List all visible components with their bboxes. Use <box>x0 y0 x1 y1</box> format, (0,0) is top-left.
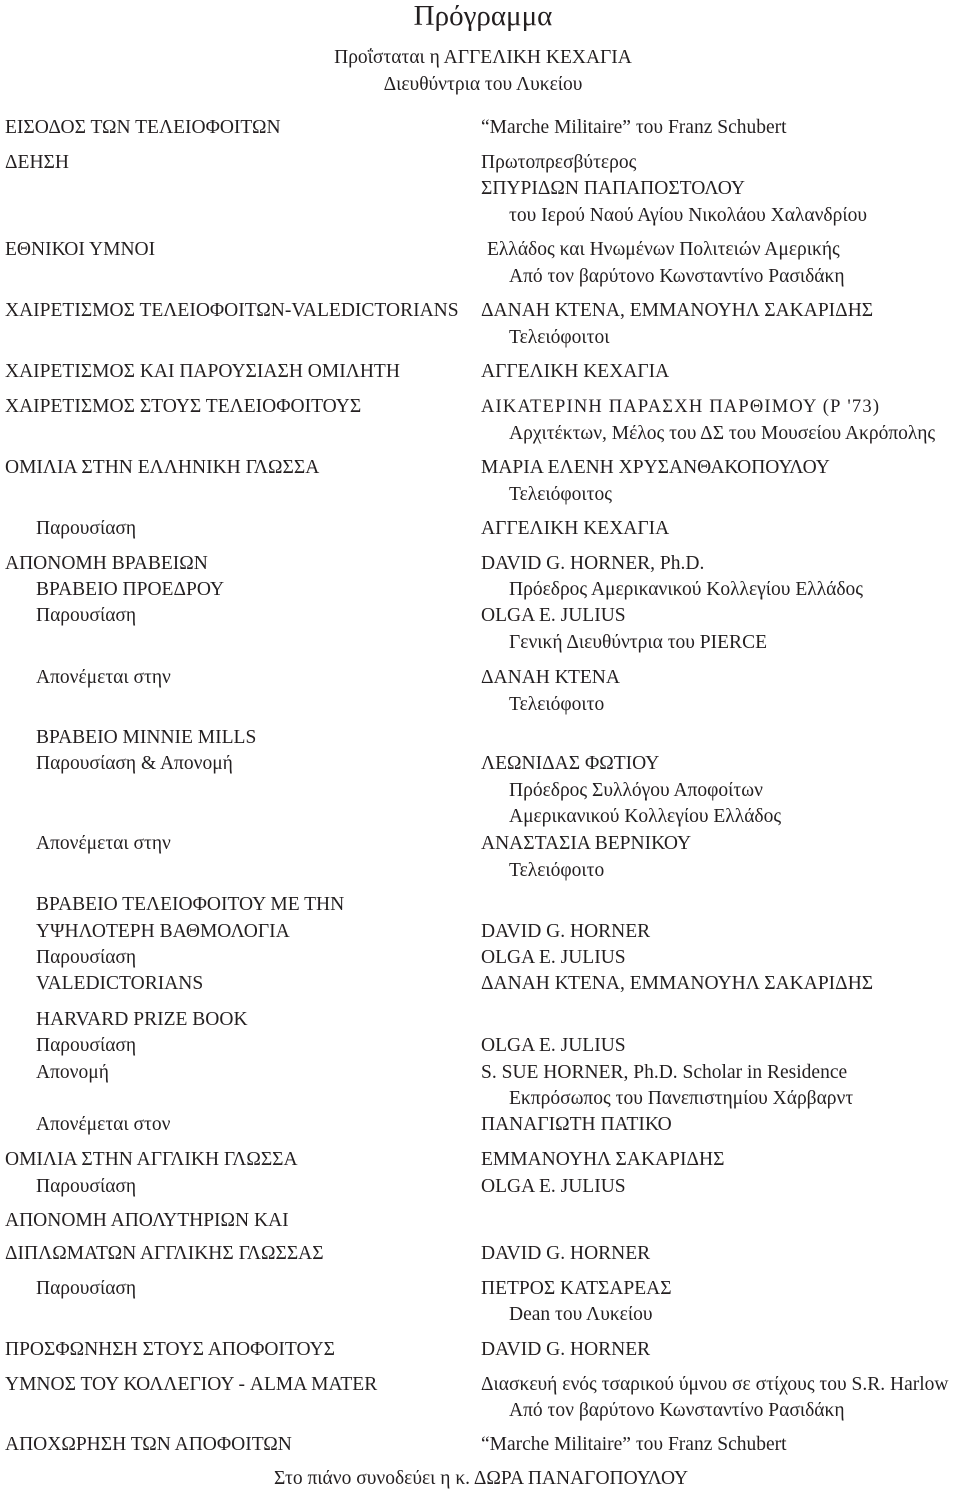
item-label: ΒΡΑΒΕΙΟ MINNIE MILLS <box>36 727 257 748</box>
item-detail: ΑΓΓΕΛΙΚΗ ΚΕΧΑΓΙΑ <box>481 361 670 382</box>
item-detail: ΣΠΥΡΙΔΩΝ ΠΑΠΑΠΟΣΤΟΛΟΥ <box>481 178 745 199</box>
item-label: ΕΙΣΟΔΟΣ ΤΩΝ ΤΕΛΕΙΟΦΟΙΤΩΝ <box>5 117 281 138</box>
item-detail: Πρόεδρος Αμερικανικού Κολλεγίου Ελλάδος <box>509 579 864 600</box>
item-detail: ΛΕΩΝΙΔΑΣ ΦΩΤΙΟΥ <box>481 753 660 774</box>
item-label: ΧΑΙΡΕΤΙΣΜΟΣ ΤΕΛΕΙΟΦΟΙΤΩΝ-VALEDICTORIANS <box>5 300 459 321</box>
item-detail: ΑΙΚΑΤΕΡΙΝΗ ΠΑΡΑΣΧΗ ΠΑΡΘΙΜΟΥ (Ρ '73) <box>481 397 881 417</box>
item-detail: Τελειόφοιτοι <box>509 327 610 348</box>
item-detail: ΑΝΑΣΤΑΣΙΑ ΒΕΡΝΙΚΟΥ <box>481 833 692 854</box>
item-detail: DAVID G. HORNER <box>481 921 651 942</box>
item-label: ΑΠΟΝΟΜΗ ΒΡΑΒΕΙΩΝ <box>5 553 208 574</box>
item-label: ΟΜΙΛΙΑ ΣΤΗΝ ΑΓΓΛΙΚΗ ΓΛΩΣΣΑ <box>5 1149 298 1170</box>
item-label: Απονέμεται στην <box>36 667 171 688</box>
item-label: ΧΑΙΡΕΤΙΣΜΟΣ ΚΑΙ ΠΑΡΟΥΣΙΑΣΗ ΟΜΙΛΗΤΗ <box>5 361 400 382</box>
item-detail: Διασκευή ενός τσαρικού ύμνου σε στίχους του S.R. Harlow <box>481 1374 949 1395</box>
item-detail: Πρωτοπρεσβύτερος <box>481 152 637 173</box>
item-label: Παρουσίαση <box>36 1278 137 1299</box>
item-detail: ΜΑΡΙΑ ΕΛΕΝΗ ΧΡΥΣΑΝΘΑΚΟΠΟΥΛΟΥ <box>481 457 830 478</box>
item-label: ΠΡΟΣΦΩΝΗΣΗ ΣΤΟΥΣ ΑΠΟΦΟΙΤΟΥΣ <box>5 1339 336 1360</box>
item-detail: “Marche Militaire” του Franz Schubert <box>481 1434 787 1455</box>
item-detail: DAVID G. HORNER <box>481 1243 651 1264</box>
item-detail: DAVID G. HORNER, Ph.D. <box>481 553 705 574</box>
item-detail: του Ιερού Ναού Αγίου Νικολάου Χαλανδρίου <box>509 205 867 226</box>
item-label: Απονέμεται στον <box>36 1114 171 1135</box>
item-label: ΕΘΝΙΚΟΙ ΥΜΝΟΙ <box>5 239 156 260</box>
item-detail: OLGA E. JULIUS <box>481 1176 626 1197</box>
item-label: ΟΜΙΛΙΑ ΣΤΗΝ ΕΛΛΗΝΙΚΗ ΓΛΩΣΣΑ <box>5 457 320 478</box>
item-label: Παρουσίαση & Απονομή <box>36 753 233 774</box>
item-detail: ΠΑΝΑΓΙΩΤΗ ΠΑΤΙΚΟ <box>481 1114 672 1135</box>
item-detail: Ελλάδος και Ηνωμένων Πολιτειών Αμερικής <box>487 239 840 260</box>
item-detail: OLGA E. JULIUS <box>481 605 626 626</box>
item-label: Παρουσίαση <box>36 1176 137 1197</box>
item-label: VALEDICTORIANS <box>36 973 204 994</box>
item-label: Απονομή <box>36 1062 109 1083</box>
item-detail: Από τον βαρύτονο Κωνσταντίνο Ρασιδάκη <box>509 1400 845 1421</box>
item-label: ΔΙΠΛΩΜΑΤΩΝ ΑΓΓΛΙΚΗΣ ΓΛΩΣΣΑΣ <box>5 1243 324 1264</box>
item-detail: OLGA E. JULIUS <box>481 1035 626 1056</box>
item-label: Απονέμεται στην <box>36 833 171 854</box>
item-detail: Dean του Λυκείου <box>509 1304 653 1325</box>
item-detail: ΔΑΝΑΗ ΚΤΕΝΑ <box>481 667 620 688</box>
item-detail: ΔΑΝΑΗ ΚΤΕΝΑ, ΕΜΜΑΝΟΥΗΛ ΣΑΚΑΡΙΔΗΣ <box>481 300 874 321</box>
item-label: Παρουσίαση <box>36 1035 137 1056</box>
item-label: ΑΠΟΝΟΜΗ ΑΠΟΛΥΤΗΡΙΩΝ ΚΑΙ <box>5 1210 289 1231</box>
item-detail: OLGA E. JULIUS <box>481 947 626 968</box>
presiding-role: Διευθύντρια του Λυκείου <box>383 74 583 95</box>
item-detail: ΔΑΝΑΗ ΚΤΕΝΑ, ΕΜΜΑΝΟΥΗΛ ΣΑΚΑΡΙΔΗΣ <box>481 973 874 994</box>
item-label: Παρουσίαση <box>36 947 137 968</box>
item-label: ΥΨΗΛΟΤΕΡΗ ΒΑΘΜΟΛΟΓΙΑ <box>36 921 290 942</box>
item-detail: Τελειόφοιτος <box>509 484 612 505</box>
item-detail: Γενική Διευθύντρια του PIERCE <box>509 632 767 653</box>
item-label: ΒΡΑΒΕΙΟ ΠΡΟΕΔΡΟΥ <box>36 579 225 600</box>
item-label: ΒΡΑΒΕΙΟ ΤΕΛΕΙΟΦΟΙΤΟΥ ΜΕ ΤΗΝ <box>36 894 345 915</box>
item-label: Παρουσίαση <box>36 518 137 539</box>
item-detail: DAVID G. HORNER <box>481 1339 651 1360</box>
item-label: ΔΕΗΣΗ <box>5 152 69 173</box>
presiding-line: Προΐσταται η ΑΓΓΕΛΙΚΗ ΚΕΧΑΓΙΑ <box>334 47 632 68</box>
item-detail: ΕΜΜΑΝΟΥΗΛ ΣΑΚΑΡΙΔΗΣ <box>481 1149 725 1170</box>
item-detail: Εκπρόσωπος του Πανεπιστημίου Χάρβαρντ <box>509 1088 854 1109</box>
item-detail: Αμερικανικού Κολλεγίου Ελλάδος <box>509 806 782 827</box>
item-detail: S. SUE HORNER, Ph.D. Scholar in Residence <box>481 1062 848 1083</box>
item-detail: Πρόεδρος Συλλόγου Αποφοίτων <box>509 780 763 801</box>
item-detail: Αρχιτέκτων, Μέλος του ΔΣ του Μουσείου Ακρόπολης <box>509 423 936 444</box>
item-detail: Από τον βαρύτονο Κωνσταντίνο Ρασιδάκη <box>509 266 845 287</box>
item-label: HARVARD PRIZE BOOK <box>36 1009 248 1030</box>
page-title: Πρόγραμμα <box>413 0 553 32</box>
item-detail: ΠΕΤΡΟΣ ΚΑΤΣΑΡΕΑΣ <box>481 1278 672 1299</box>
item-label: Παρουσίαση <box>36 605 137 626</box>
item-detail: ΑΓΓΕΛΙΚΗ ΚΕΧΑΓΙΑ <box>481 518 670 539</box>
item-detail: Τελειόφοιτο <box>509 860 605 881</box>
item-label: ΑΠΟΧΩΡΗΣΗ ΤΩΝ ΑΠΟΦΟΙΤΩΝ <box>5 1434 292 1455</box>
item-label: ΥΜΝΟΣ ΤΟΥ ΚΟΛΛΕΓΙΟΥ - ALMA MATER <box>5 1374 378 1395</box>
item-detail: Τελειόφοιτο <box>509 694 605 715</box>
item-label: ΧΑΙΡΕΤΙΣΜΟΣ ΣΤΟΥΣ ΤΕΛΕΙΟΦΟΙΤΟΥΣ <box>5 396 362 417</box>
footer-note: Στο πιάνο συνοδεύει η κ. ΔΩΡΑ ΠΑΝΑΓΟΠΟΥΛΟΥ <box>274 1468 689 1489</box>
item-detail: “Marche Militaire” του Franz Schubert <box>481 117 787 138</box>
